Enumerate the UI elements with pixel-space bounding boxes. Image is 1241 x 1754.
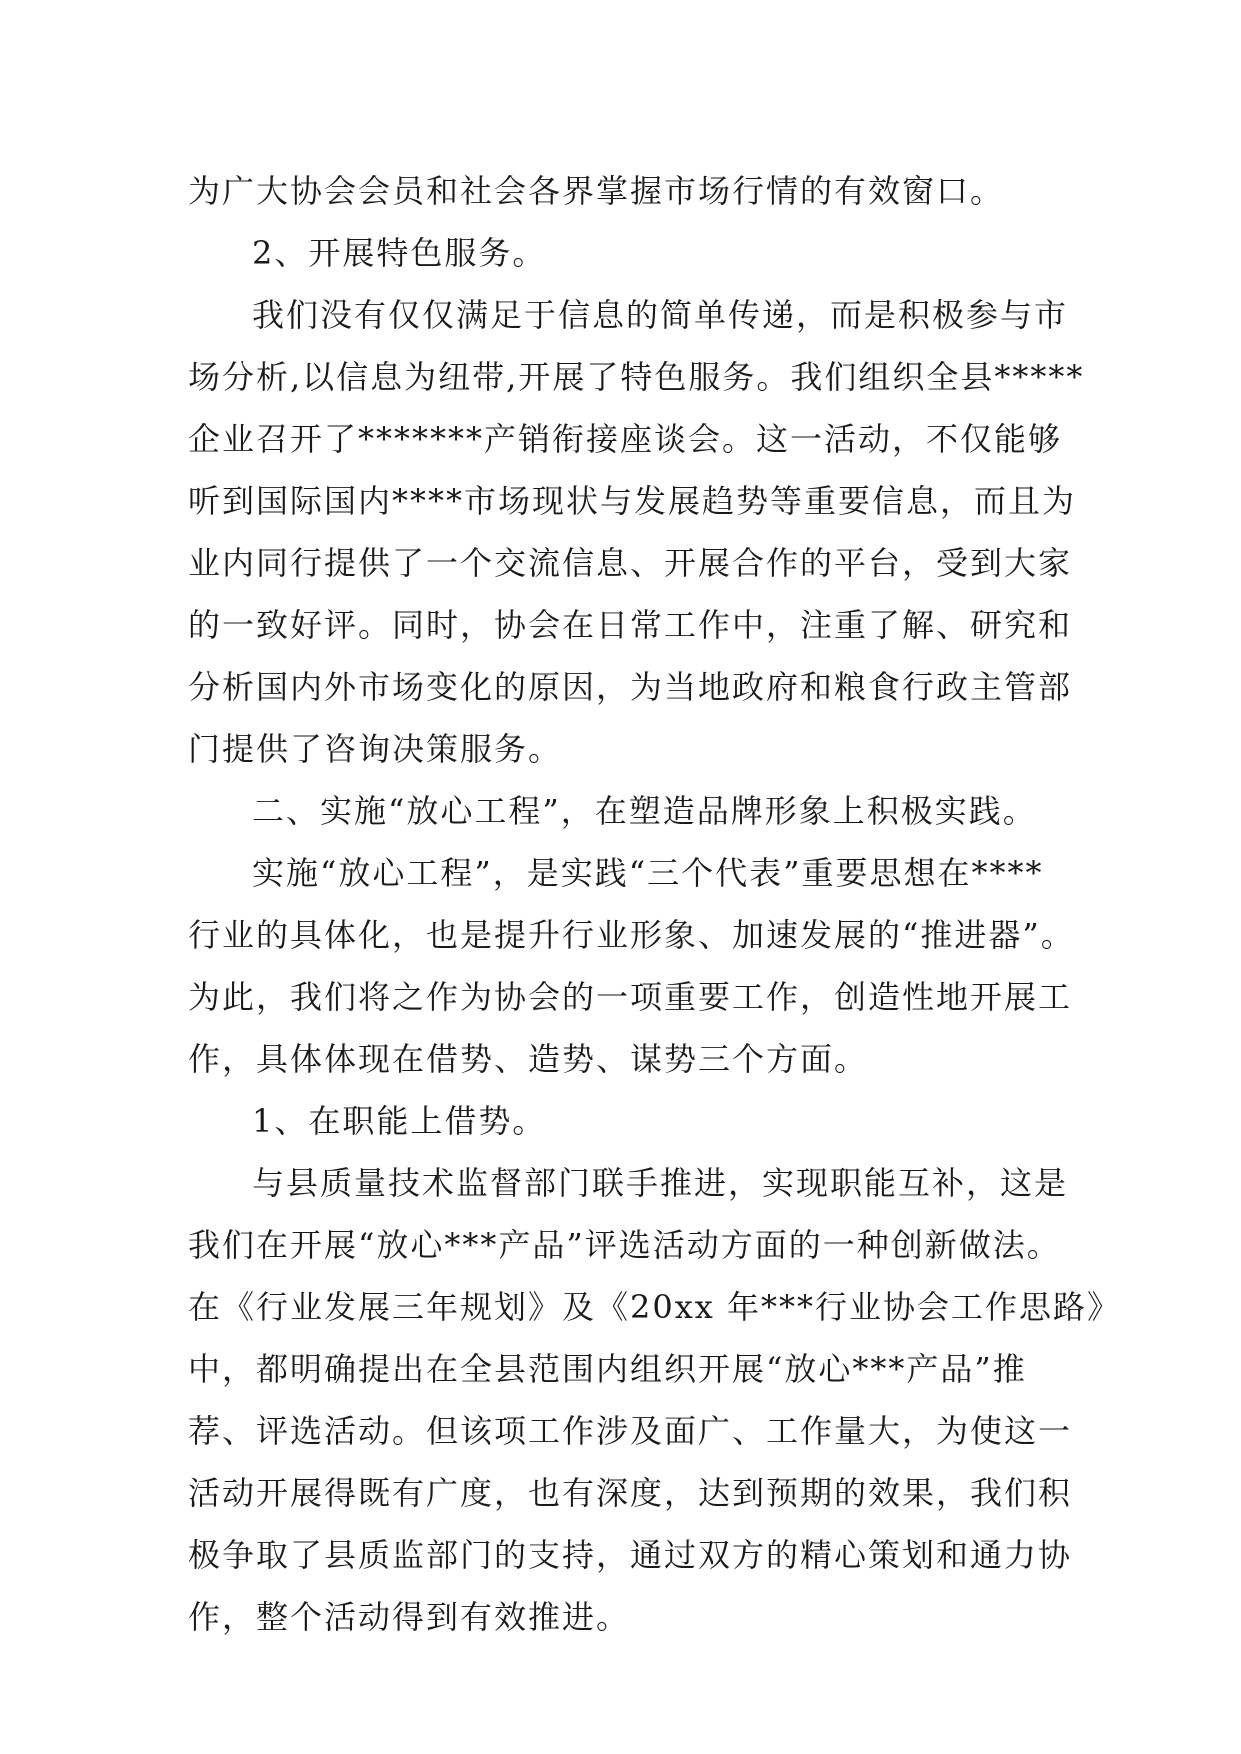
text-line-14: 为此，我们将之作为协会的一项重要工作，创造性地开展工 (188, 978, 1073, 1016)
text-line-20: 中，都明确提出在全县范围内组织开展“放心***产品”推 (188, 1350, 1027, 1388)
text-line-24: 作，整个活动得到有效推进。 (188, 1598, 631, 1636)
text-line-13: 行业的具体化，也是提升行业形象、加速发展的“推进器”。 (188, 916, 1075, 954)
text-line-12: 实施“放心工程”，是实践“三个代表”重要思想在**** (252, 854, 1044, 892)
text-line-19: 在《行业发展三年规划》及《20xx 年***行业协会工作思路》 (188, 1288, 1121, 1326)
text-line-15: 作，具体体现在借势、造势、谋势三个方面。 (188, 1040, 869, 1078)
text-line-7: 业内同行提供了一个交流信息、开展合作的平台，受到大家 (188, 544, 1073, 582)
text-line-18: 我们在开展“放心***产品”评选活动方面的一种创新做法。 (188, 1226, 1061, 1264)
text-line-10: 门提供了咨询决策服务。 (188, 730, 563, 768)
text-line-3: 我们没有仅仅满足于信息的简单传递，而是积极参与市 (252, 296, 1069, 334)
section-heading-2: 二、实施“放心工程”，在塑造品牌形象上积极实践。 (252, 792, 1037, 830)
subheading-special-services: 2、开展特色服务。 (252, 234, 547, 272)
text-line-8: 的一致好评。同时，协会在日常工作中，注重了解、研究和 (188, 606, 1073, 644)
text-line-4: 场分析,以信息为纽带,开展了特色服务。我们组织全县***** (188, 358, 1085, 396)
text-line-9: 分析国内外市场变化的原因，为当地政府和粮食行政主管部 (188, 668, 1073, 706)
text-line-6: 听到国际国内****市场现状与发展趋势等重要信息，而且为 (188, 482, 1077, 520)
text-line-23: 极争取了县质监部门的支持，通过双方的精心策划和通力协 (188, 1536, 1073, 1574)
subheading-function-leverage: 1、在职能上借势。 (252, 1102, 547, 1140)
text-line-21: 荐、评选活动。但该项工作涉及面广、工作量大，为使这一 (188, 1412, 1073, 1450)
text-line-1: 为广大协会会员和社会各界掌握市场行情的有效窗口。 (188, 172, 1005, 210)
document-body (188, 160, 1121, 1648)
text-line-17: 与县质量技术监督部门联手推进，实现职能互补，这是 (252, 1164, 1069, 1202)
text-line-22: 活动开展得既有广度，也有深度，达到预期的效果，我们积 (188, 1474, 1073, 1512)
text-line-5: 企业召开了*******产销衔接座谈会。这一活动，不仅能够 (188, 420, 1063, 458)
